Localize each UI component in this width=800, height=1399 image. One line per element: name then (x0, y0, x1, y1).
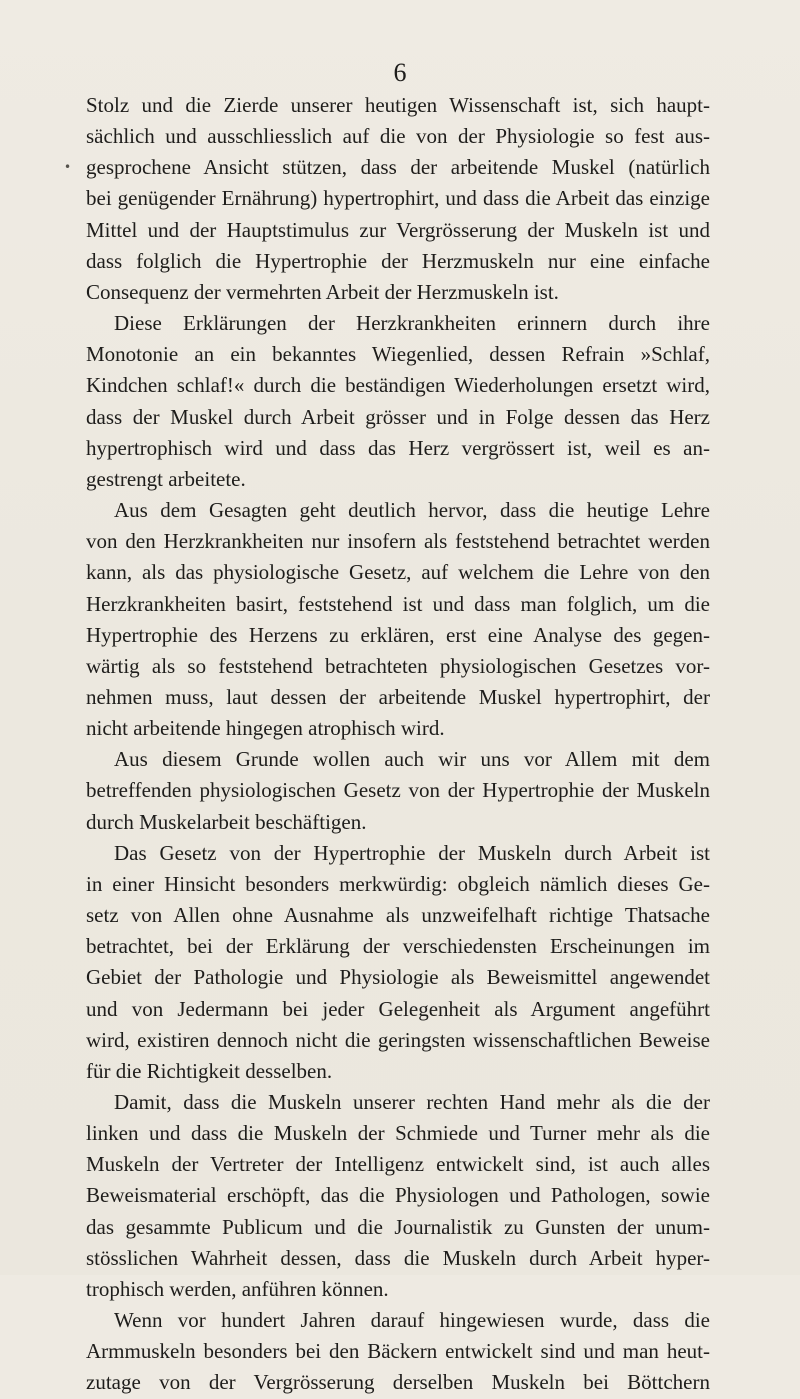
text-line: das gesammte Publicum und die Journalistik zu Gunsten der unum- (86, 1214, 710, 1239)
text-line: wird, existiren dennoch nicht die geringsten wissenschaftlichen Beweise (86, 1027, 710, 1052)
text-line: linken und dass die Muskeln der Schmiede und Turner mehr als die (86, 1121, 710, 1146)
text-line: dass folglich die Hypertrophie der Herzmuskeln nur eine einfache (86, 248, 710, 273)
text-line: Gebiet der Pathologie und Physiologie als Beweismittel angewendet (86, 965, 710, 990)
text-line: dass der Muskel durch Arbeit grösser und in Folge dessen das Herz (86, 404, 710, 429)
text-line: trophisch werden, anführen können. (86, 1276, 389, 1301)
text-line: nicht arbeitende hingegen atrophisch wird. (86, 716, 445, 741)
text-line: und von Jedermann bei jeder Gelegenheit als Argument angeführt (86, 996, 710, 1021)
text-line: Armmuskeln besonders bei den Bäckern entwickelt sind und man heut- (86, 1339, 710, 1364)
text-line: Wenn vor hundert Jahren darauf hingewiesen wurde, dass die (114, 1308, 710, 1333)
text-line: Mittel und der Hauptstimulus zur Vergrösserung der Muskeln ist und (86, 217, 710, 242)
text-line: Monotonie an ein bekanntes Wiegenlied, dessen Refrain »Schlaf, (86, 342, 710, 367)
paragraph (86, 1087, 710, 1305)
text-line: sächlich und ausschliesslich auf die von der Physiologie so fest aus- (86, 124, 710, 149)
text-line: Kindchen schlaf!« durch die beständigen Wiederholungen ersetzt wird, (86, 373, 710, 398)
text-line: Stolz und die Zierde unserer heutigen Wissenschaft ist, sich haupt- (86, 93, 710, 117)
text-line: in einer Hinsicht besonders merkwürdig: obgleich nämlich dieses Ge- (86, 871, 710, 896)
text-line: Aus dem Gesagten geht deutlich hervor, dass die heutige Lehre (114, 498, 710, 523)
text-line: gesprochene Ansicht stützen, dass der arbeitende Muskel (natürlich (86, 155, 710, 180)
text-line: Herzkrankheiten basirt, feststehend ist und dass man folglich, um die (86, 591, 710, 616)
text-line: Hypertrophie des Herzens zu erklären, erst eine Analyse des gegen- (86, 622, 710, 647)
text-line: bei genügender Ernährung) hypertrophirt, und dass die Arbeit das einzige (86, 186, 710, 211)
text-line: Diese Erklärungen der Herzkrankheiten erinnern durch ihre (114, 311, 710, 336)
paragraph (86, 495, 710, 744)
text-line: von den Herzkrankheiten nur insofern als feststehend betrachtet werden (86, 529, 710, 554)
text-line: betreffenden physiologischen Gesetz von der Hypertrophie der Muskeln (86, 778, 710, 803)
text-line: Muskeln der Vertreter der Intelligenz entwickelt sind, ist auch alles (86, 1152, 710, 1177)
paragraph (86, 744, 710, 837)
margin-speck: • (64, 160, 72, 174)
text-line: gestrengt arbeitete. (86, 466, 246, 491)
text-line: stösslichen Wahrheit dessen, dass die Muskeln durch Arbeit hyper- (86, 1245, 710, 1270)
text-line: für die Richtigkeit desselben. (86, 1058, 333, 1083)
text-line: betrachtet, bei der Erklärung der verschiedensten Erscheinungen im (86, 934, 710, 959)
text-line: Aus diesem Grunde wollen auch wir uns vor Allem mit dem (114, 747, 710, 772)
paragraph (86, 838, 710, 1087)
text-line: setz von Allen ohne Ausnahme als unzweifelhaft richtige Thatsache (86, 903, 710, 928)
text-line: wärtig als so feststehend betrachteten physiologischen Gesetzes vor- (86, 653, 710, 678)
text-line: durch Muskelarbeit beschäftigen. (86, 809, 367, 834)
text-line: zutage von der Vergrösserung derselben Muskeln bei Böttchern (86, 1370, 710, 1395)
text-line: kann, als das physiologische Gesetz, auf welchem die Lehre von den (86, 560, 710, 585)
text-line: Damit, dass die Muskeln unserer rechten Hand mehr als die der (114, 1090, 710, 1114)
text-line: Das Gesetz von der Hypertrophie der Muskeln durch Arbeit ist (114, 840, 710, 865)
paragraph (86, 1305, 710, 1398)
paragraph (86, 308, 710, 495)
text-line: hypertrophisch wird und dass das Herz vergrössert ist, weil es an- (86, 435, 710, 460)
page-number: 6 (393, 58, 407, 87)
text-line: Consequenz der vermehrten Arbeit der Herzmuskeln ist. (86, 279, 559, 304)
body-text (86, 90, 710, 1399)
text-line: Beweismaterial erschöpft, das die Physiologen und Pathologen, sowie (86, 1183, 710, 1208)
paragraph (86, 90, 710, 308)
text-line: nehmen muss, laut dessen der arbeitende Muskel hypertrophirt, der (86, 684, 710, 709)
